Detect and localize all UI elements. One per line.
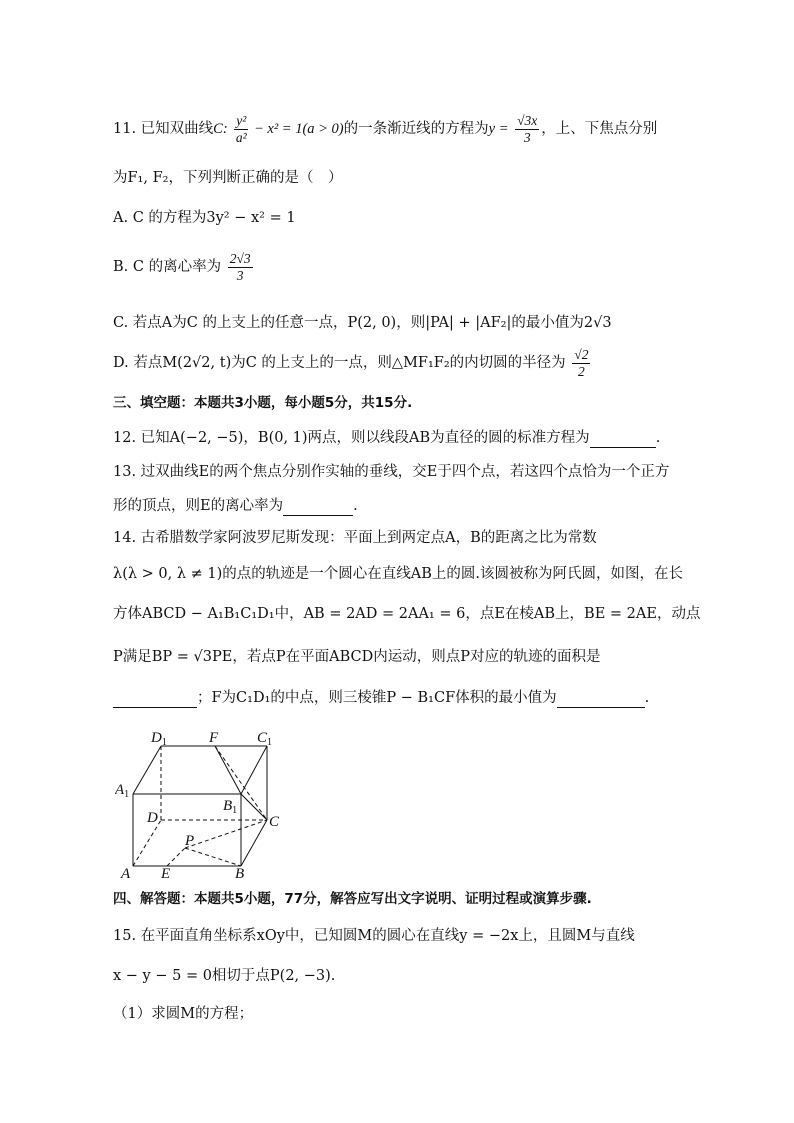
q15-line1: 15. 在平面直角坐标系xOy中，已知圆M的圆心在直线y = −2x上，且圆M与直线 <box>113 928 635 944</box>
segment-ep-hidden <box>167 848 185 866</box>
q12-answer-blank[interactable] <box>590 431 656 448</box>
q11-asym-num: √3x <box>517 112 538 128</box>
q11-asym-den: 3 <box>523 129 531 145</box>
q14-line3: 方体ABCD − A₁B₁C₁D₁中，AB = 2AD = 2AA₁ = 6，点E在棱AB上，BE = 2AE，动点 <box>113 606 701 622</box>
cuboid-figure <box>115 728 295 880</box>
label-c: C <box>269 814 280 830</box>
q13-answer-blank[interactable] <box>283 499 353 516</box>
q11-option-d-fraction <box>572 347 590 380</box>
q11-asym-lhs: y = <box>488 121 509 137</box>
edge-b1c1 <box>241 746 267 794</box>
label-a: A <box>121 866 131 880</box>
segment-pb-hidden <box>185 848 241 866</box>
q11-option-b-den: 3 <box>236 267 244 283</box>
edge-a1d1 <box>133 746 161 794</box>
section-4-heading: 四、解答题：本题共5小题，77分，解答应写出文字说明、证明过程或演算步骤. <box>113 891 592 907</box>
q15-part1: （1）求圆M的方程； <box>113 1006 254 1022</box>
q11-eq-rest: − x² = 1(a > 0) <box>250 121 344 137</box>
q11-number: 11. <box>113 121 137 137</box>
q15-line2: x − y − 5 = 0相切于点P(2, −3). <box>113 968 336 984</box>
q11-option-b <box>113 250 255 284</box>
q11-text-pre: 已知双曲线 <box>140 121 214 137</box>
q11-frac-den: a² <box>235 129 247 145</box>
label-b: B <box>235 866 245 880</box>
label-f: F <box>209 730 219 746</box>
q11-line1: 11. 已知双曲线C: $\frac{\text{y²}}{\text{a²}}$ − x² = 1(a > 0)的一条渐近线的方程为y = $\frac{√3x}{3}$ ，上、下焦点分别 <box>113 112 658 145</box>
q11-line2: 为F₁, F₂，下列判断正确的是（ ） <box>113 170 343 186</box>
q11-option-c: C. 若点A为C 的上支上的任意一点，P(2, 0)，则|PA| + |AF₂|的最小值为2√3 <box>113 315 612 331</box>
q14-line4: P满足BP = √3PE，若点P在平面ABCD内运动，则点P对应的轨迹的面积是 <box>113 649 601 665</box>
label-d1: $D_1$ <box>151 730 167 748</box>
q11-option-d <box>113 346 592 380</box>
q11-option-d-den: 2 <box>577 363 585 379</box>
label-e: E <box>161 866 171 880</box>
section-3-heading: 三、填空题：本题共3小题，每小题5分，共15分. <box>113 395 413 411</box>
q13-text: 形的顶点，则E的离心率为 <box>113 498 284 514</box>
label-b1: $B_1$ <box>223 798 238 816</box>
q12-text: 12. 已知A(−2, −5)，B(0, 1)两点，则以线段AB为直径的圆的标准方程为 <box>113 430 590 446</box>
q11-asymptote-fraction <box>515 113 539 146</box>
q14-answer-blank-1[interactable] <box>113 691 197 708</box>
edge-bc <box>241 820 267 866</box>
q14-line5-text: ；F为C₁D₁的中点，则三棱锥P − B₁CF体积的最小值为 <box>197 690 557 706</box>
q11-option-d-text: D. 若点M(2√2, t)为C 的上支上的一点，则△MF₁F₂的内切圆的半径为 <box>113 355 566 371</box>
q12-line: 12. 已知A(−2, −5)，B(0, 1)两点，则以线段AB为直径的圆的标准方程为 . <box>113 430 661 446</box>
q11-text-mid: 的一条渐近线的方程为 <box>343 121 489 137</box>
q13-line2: 形的顶点，则E的离心率为 . <box>113 498 358 514</box>
edge-fb1 <box>215 746 241 794</box>
q11-option-b-num: 2√3 <box>229 250 251 266</box>
q13-line1: 13. 过双曲线E的两个焦点分别作实轴的垂线，交E于四个点，若这四个点恰为一个正方 <box>113 464 670 480</box>
edge-b1c <box>241 794 267 820</box>
q11-hyperbola-fraction <box>234 113 248 146</box>
q11-option-d-num: √2 <box>574 346 589 362</box>
edge-ad-hidden <box>133 820 161 866</box>
q14-line5: ；F为C₁D₁的中点，则三棱锥P − B₁CF体积的最小值为 . <box>113 688 649 708</box>
segment-pc-hidden <box>185 820 267 848</box>
label-a1: $A_1$ <box>115 782 130 800</box>
q14-line2: λ(λ > 0, λ ≠ 1)的点的轨迹是一个圆心在直线AB上的圆.该圆被称为阿氏圆，如图，在长 <box>113 566 684 582</box>
label-c1: $C_1$ <box>257 730 273 748</box>
label-d: D <box>147 810 158 826</box>
label-p: P <box>185 833 195 849</box>
q11-option-b-text: B. C 的离心率为 <box>113 259 222 275</box>
q11-text-post: ，上、下焦点分别 <box>541 121 658 137</box>
q14-answer-blank-2[interactable] <box>557 691 645 708</box>
q11-option-b-fraction <box>228 251 253 284</box>
q11-curve: C <box>213 121 223 137</box>
q11-frac-num: y² <box>236 112 247 128</box>
q11-option-a: A. C 的方程为3y² − x² = 1 <box>113 210 296 226</box>
q14-line1: 14. 古希腊数学家阿波罗尼斯发现：平面上到两定点A，B的距离之比为常数 <box>113 530 597 546</box>
